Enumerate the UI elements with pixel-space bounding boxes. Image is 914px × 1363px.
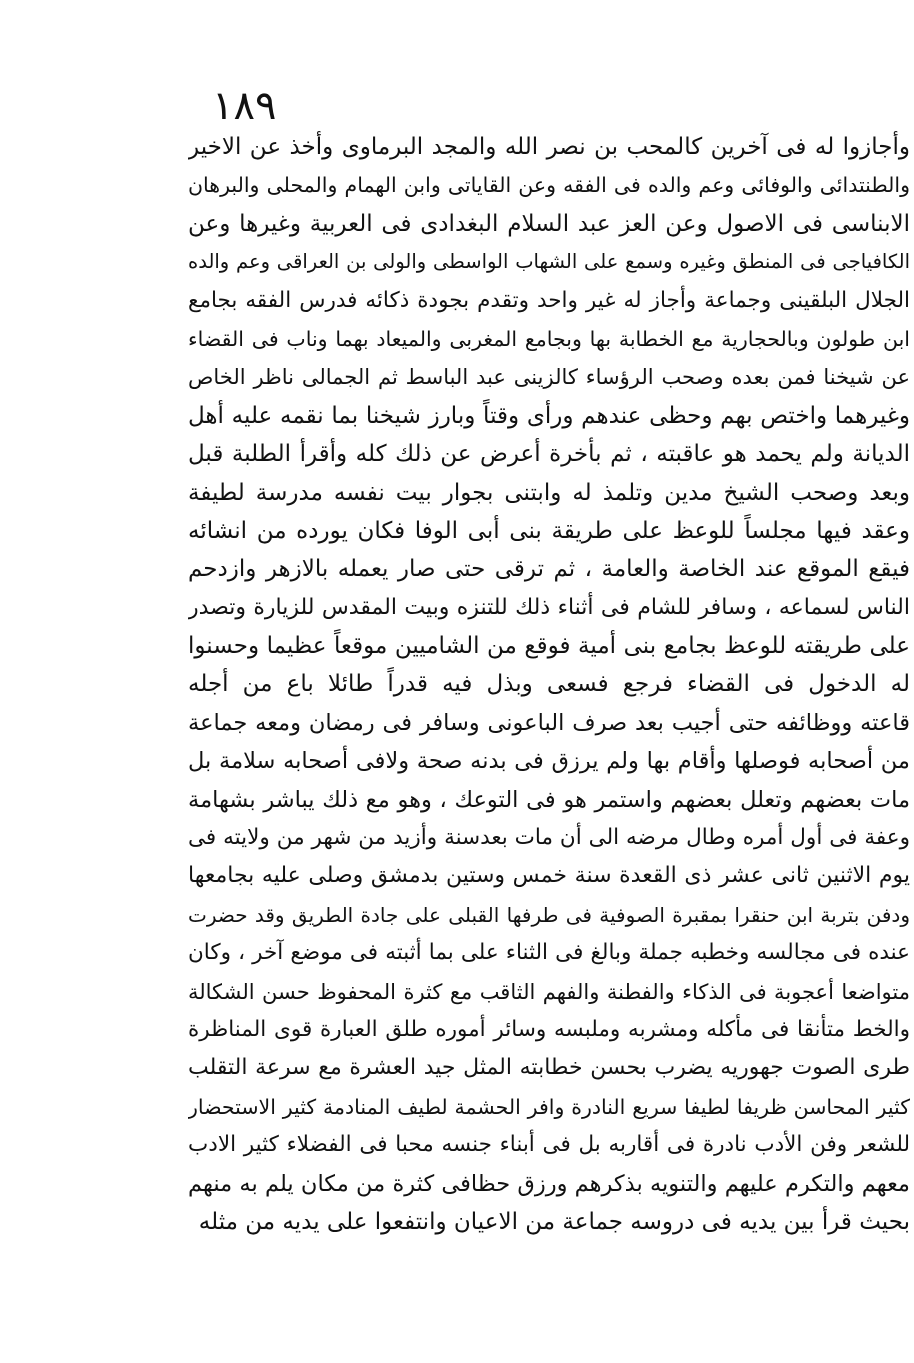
text-line: وأجازوا له فى آخرين كالمحب بن نصر الله والمجد البرماوى وأخذ عن الاخير [188,134,910,160]
text-line: الابناسى فى الاصول وعن العز عبد السلام البغدادى فى العربية وغيرها وعن [188,210,910,237]
text-line: له الدخول فى القضاء فرجع فسعى وبذل فيه قدراً طائلا باع من أجله [188,671,910,698]
text-line: الديانة ولم يحمد هو عاقبته ، ثم بأخرة أعرض عن ذلك كله وأقرأ الطلبة قبل [188,441,910,468]
text-line: ودفن بتربة ابن حنقرا بمقبرة الصوفية فى طرفها القبلى على جادة الطريق وقد حضرت [188,902,910,927]
text-line: متواضعا أعجوبة فى الذكاء والفطنة والفهم الثاقب مع كثرة المحفوظ حسن الشكالة [188,979,910,1004]
text-line: طرى الصوت جهوريه يضرب بحسن خطابته المثل جيد العشرة مع سرعة التقلب [188,1055,910,1081]
text-line: وبعد وصحب الشيخ مدين وتلمذ له وابتنى بجوار بيت نفسه مدرسة لطيفة [188,479,910,506]
text-line: للشعر وفن الأدب نادرة فى أقاربه بل فى أبناء جنسه محبا فى الفضلاء كثير الادب [188,1132,910,1158]
text-line: وغيرهما واختص بهم وحظى عندهم ورأى وقتاً وبارز شيخنا بما نقمه عليه أهل [188,402,910,429]
text-line: من أصحابه فوصلها وأقام بها ولم يرزق فى بدنه صحة ولافى أصحابه سلامة بل [188,748,910,775]
text-line: عن شيخنا فمن بعده وصحب الرؤساء كالزينى عبد الباسط ثم الجمالى ناظر الخاص [188,365,910,390]
text-line: على طريقته للوعظ بجامع بنى أمية فوقع من الشاميين موقعاً عظيما وحسنوا [188,633,910,660]
text-line: والخط متأنقا فى مأكله ومشربه وملبسه وسائر أموره طلق العبارة قوى المناظرة [188,1016,910,1042]
text-line: يوم الاثنين ثانى عشر ذى القعدة سنة خمس وستين بدمشق وصلى عليه بجامعها [188,863,910,889]
text-line: معهم والتكرم عليهم والتنويه بذكرهم ورزق حظافى كثرة من مكان يلم به منهم [188,1170,910,1197]
text-line: الناس لسماعه ، وسافر للشام فى أثناء ذلك للتنزه وبيت المقدس للزيارة وتصدر [188,594,910,620]
text-line: مات بعضهم وتعلل بعضهم واستمر هو فى التوعك ، وهو مع ذلك يباشر بشهامة [188,786,910,813]
text-line: والطنتدائى والوفائى وعم والده فى الفقه وعن القاياتى وابن الهمام والمحلى والبرهان [188,173,910,198]
text-line: وعفة فى أول أمره وطال مرضه الى أن مات بعدسنة وأزيد من شهر من ولايته فى [188,825,910,851]
text-line: قاعته ووظائفه حتى أجيب بعد صرف الباعونى وسافر فى رمضان ومعه جماعة [188,709,910,736]
text-line: الكافياجى فى المنطق وغيره وسمع على الشهاب الواسطى والولى بن العراقى وعم والده [188,250,910,274]
text-line: ابن طولون وبالحجارية مع الخطابة بها وبجامع المغربى والميعاد بهما وناب فى القضاء [188,326,910,351]
text-line: بحيث قرأ بين يديه فى دروسه جماعة من الاعيان وانتفعوا على يديه من مثله [198,1208,910,1235]
body-text [188,128,910,1241]
text-line: وعقد فيها مجلساً للوعظ على طريقة بنى أبى الوفا فكان يورده من انشائه [188,517,910,544]
page-number: ١٨٩ [212,83,277,129]
text-line: عنده فى مجالسه وخطبه جملة وبالغ فى الثناء على بما أثبته فى موضع آخر ، وكان [188,940,910,966]
text-line: فيقع الموقع عند الخاصة والعامة ، ثم ترقى حتى صار يعمله بالازهر وازدحم [188,556,910,583]
text-line: الجلال البلقينى وجماعة وأجاز له غير واحد وتقدم بجودة ذكائه فدرس الفقه بجامع [188,287,910,313]
text-line: كثير المحاسن ظريفا لطيفا سريع النادرة وافر الحشمة لطيف المنادمة كثير الاستحضار [188,1094,910,1119]
